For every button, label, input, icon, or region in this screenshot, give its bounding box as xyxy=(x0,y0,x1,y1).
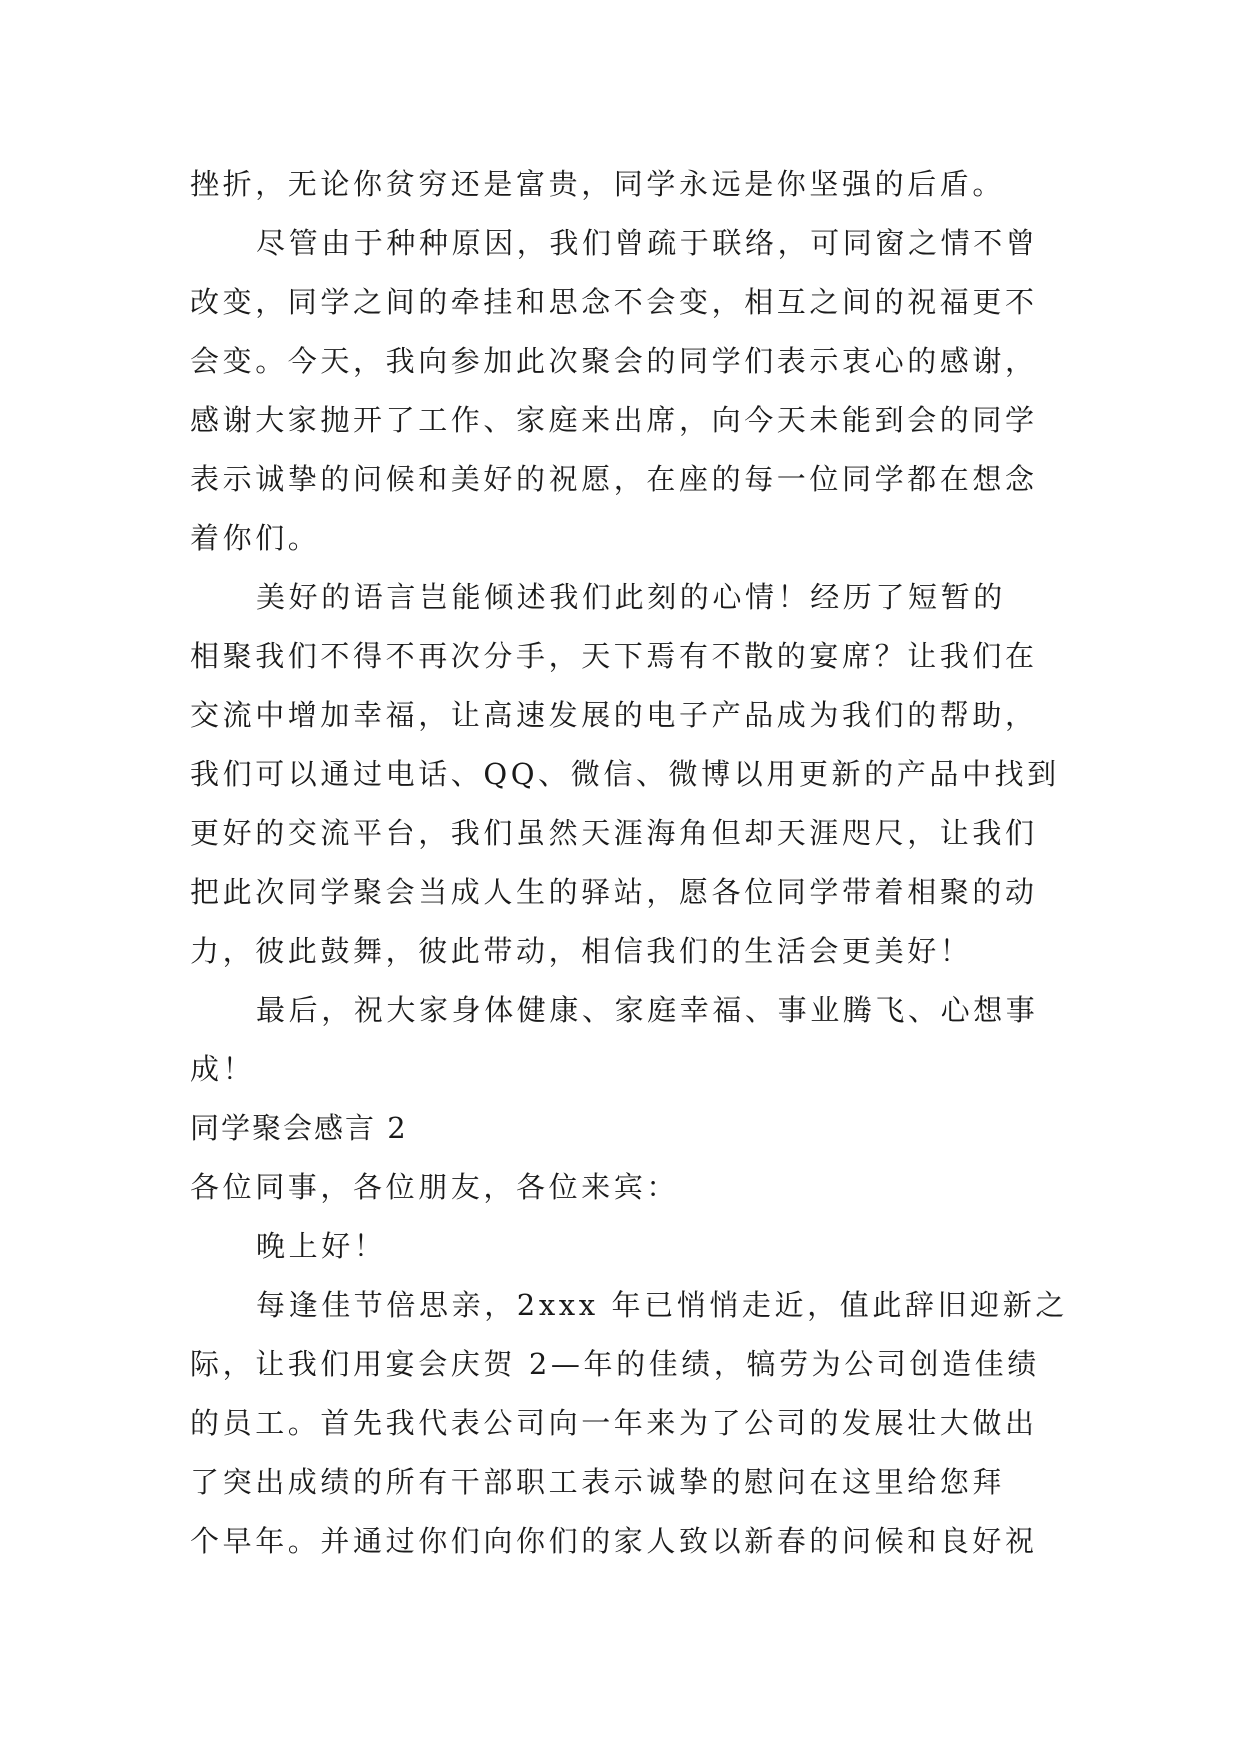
text-line: 我们可以通过电话、QQ、微信、微博以用更新的产品中找到 xyxy=(190,757,1060,791)
document-body xyxy=(190,155,1068,1571)
text-line: 每逢佳节倍思亲，2xxx 年已悄悄走近，值此辞旧迎新之 xyxy=(256,1288,1068,1322)
text-line: 交流中增加幸福，让高速发展的电子产品成为我们的帮助， xyxy=(190,698,1038,732)
text-line: 最后，祝大家身体健康、家庭幸福、事业腾飞、心想事 xyxy=(256,993,1039,1027)
text-line: 际，让我们用宴会庆贺 2—年的佳绩，犒劳为公司创造佳绩 xyxy=(190,1347,1040,1381)
text-line: 成！ xyxy=(190,1052,256,1086)
text-line: 的员工。首先我代表公司向一年来为了公司的发展壮大做出 xyxy=(190,1406,1038,1440)
text-line: 感谢大家抛开了工作、家庭来出席，向今天未能到会的同学 xyxy=(190,403,1038,437)
text-line: 更好的交流平台，我们虽然天涯海角但却天涯咫尺，让我们 xyxy=(190,816,1038,850)
text-line: 会变。今天，我向参加此次聚会的同学们表示衷心的感谢， xyxy=(190,344,1038,378)
text-line: 美好的语言岂能倾述我们此刻的心情！经历了短暂的 xyxy=(256,580,1006,614)
text-line: 挫折，无论你贫穷还是富贵，同学永远是你坚强的后盾。 xyxy=(190,167,1006,201)
text-line: 个早年。并通过你们向你们的家人致以新春的问候和良好祝 xyxy=(190,1524,1038,1558)
text-line: 相聚我们不得不再次分手，天下焉有不散的宴席？让我们在 xyxy=(190,639,1038,673)
greeting: 晚上好！ xyxy=(256,1229,387,1263)
salutation: 各位同事，各位朋友，各位来宾： xyxy=(190,1170,680,1204)
text-line: 着你们。 xyxy=(190,521,321,555)
text-line: 了突出成绩的所有干部职工表示诚挚的慰问在这里给您拜 xyxy=(190,1465,1006,1499)
section-heading: 同学聚会感言 2 xyxy=(190,1111,408,1145)
text-line: 表示诚挚的问候和美好的祝愿，在座的每一位同学都在想念 xyxy=(190,462,1038,496)
text-line: 力，彼此鼓舞，彼此带动，相信我们的生活会更美好！ xyxy=(190,934,973,968)
text-line: 尽管由于种种原因，我们曾疏于联络，可同窗之情不曾 xyxy=(256,226,1039,260)
text-line: 改变，同学之间的牵挂和思念不会变，相互之间的祝福更不 xyxy=(190,285,1038,319)
text-line: 把此次同学聚会当成人生的驿站，愿各位同学带着相聚的动 xyxy=(190,875,1038,909)
